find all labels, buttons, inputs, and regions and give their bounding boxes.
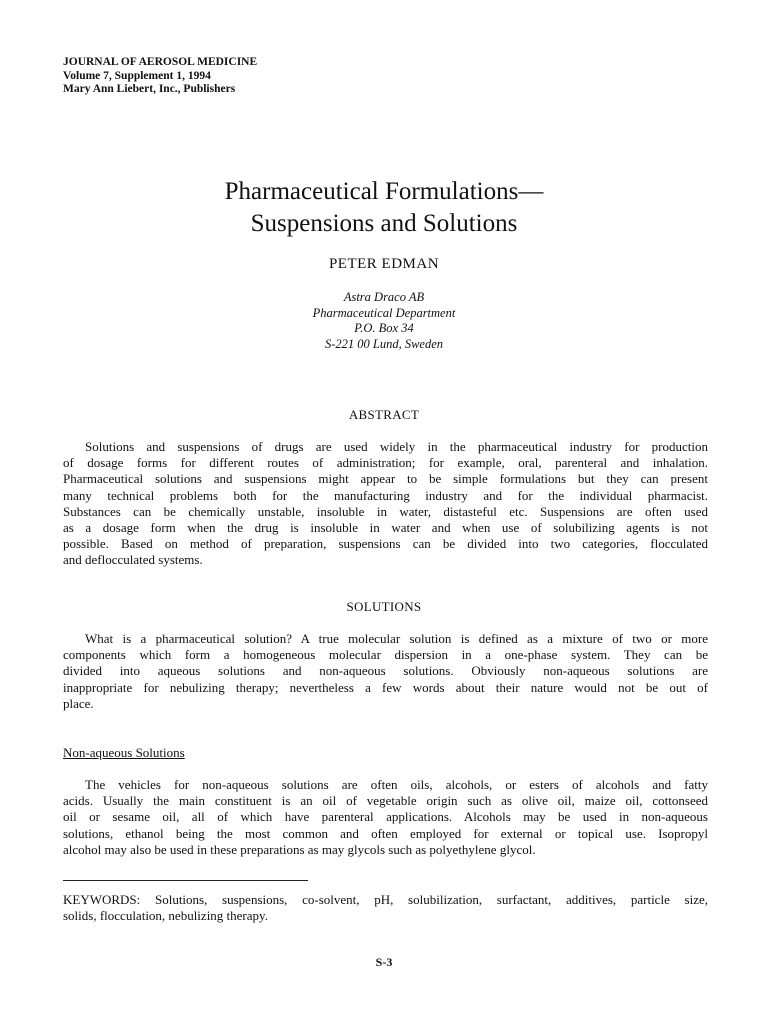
- affiliation-line: Pharmaceutical Department: [312, 305, 456, 320]
- solutions-heading: SOLUTIONS: [346, 599, 422, 614]
- article-title: [0, 176, 768, 240]
- text-line: components which form a homogeneous molecular dispersion in a one-phase system. They can be: [63, 647, 708, 663]
- text-line: possible. Based on method of preparation, suspensions can be divided into two categories, flocculated: [63, 536, 708, 552]
- title-line-1: Pharmaceutical Formulations—: [224, 178, 544, 205]
- journal-name: JOURNAL OF AEROSOL MEDICINE: [63, 56, 258, 68]
- text-line: as a dosage form when the drug is insoluble in water and when use of solubilizing agents is not: [63, 520, 708, 536]
- text-line: oil or sesame oil, all of which have parenteral applications. Alcohols may be used in non-aqueous: [63, 809, 708, 825]
- solutions-paragraph: [63, 631, 708, 712]
- text-line: Substances can be chemically unstable, insoluble in water, distasteful etc. Suspensions are often used: [63, 503, 708, 519]
- text-line: Pharmaceutical solutions and suspensions might appear to be simple formulations but they can present: [63, 471, 708, 487]
- keywords-footnote: [63, 892, 708, 924]
- text-line: solids, flocculation, nebulizing therapy.: [63, 908, 268, 924]
- text-line: solutions, ethanol being the most common and often employed for external or topical use. Isopropyl: [63, 825, 708, 841]
- journal-publisher: Mary Ann Liebert, Inc., Publishers: [63, 83, 236, 95]
- text-line: The vehicles for non-aqueous solutions are often oils, alcohols, or esters of alcohols and fatty: [85, 777, 708, 792]
- abstract-heading: ABSTRACT: [348, 407, 420, 422]
- text-line: acids. Usually the main constituent is an oil of vegetable origin such as olive oil, maize oil, cottonseed: [63, 793, 708, 809]
- text-line: alcohol may also be used in these preparations as may glycols such as polyethylene glycol.: [63, 841, 536, 857]
- text-line: place.: [63, 695, 94, 711]
- journal-header: [63, 56, 257, 97]
- text-line: inappropriate for nebulizing therapy; nevertheless a few words about their nature would not be out of: [63, 679, 708, 695]
- text-line: Solutions and suspensions of drugs are used widely in the pharmaceutical industry for production: [85, 439, 708, 454]
- affiliation-line: Astra Draco AB: [343, 290, 425, 304]
- affiliation-line: P.O. Box 34: [354, 321, 414, 335]
- non-aqueous-paragraph: [63, 777, 708, 858]
- title-line-2: Suspensions and Solutions: [250, 210, 518, 237]
- author-affiliation: [0, 290, 768, 352]
- text-line: KEYWORDS: Solutions, suspensions, co-solvent, pH, solubilization, surfactant, additives, particle size,: [63, 892, 708, 907]
- text-line: What is a pharmaceutical solution? A true molecular solution is defined as a mixture of two or more: [85, 631, 708, 646]
- author-name: PETER EDMAN: [328, 256, 440, 272]
- journal-volume: Volume 7, Supplement 1, 1994: [63, 69, 211, 82]
- non-aqueous-heading: Non-aqueous Solutions: [63, 745, 185, 760]
- text-line: divided into aqueous solutions and non-aqueous solutions. Obviously non-aqueous solutions are: [63, 663, 708, 679]
- text-line: of dosage forms for different routes of administration; for example, oral, parenteral and inhalation.: [63, 455, 708, 471]
- footnote-divider: [63, 880, 308, 881]
- affiliation-line: S-221 00 Lund, Sweden: [324, 336, 444, 351]
- text-line: many technical problems both for the manufacturing industry and for the individual pharmacist.: [63, 487, 708, 503]
- page-number: S-3: [375, 955, 393, 969]
- abstract-paragraph: [63, 439, 708, 569]
- text-line: and deflocculated systems.: [63, 552, 203, 568]
